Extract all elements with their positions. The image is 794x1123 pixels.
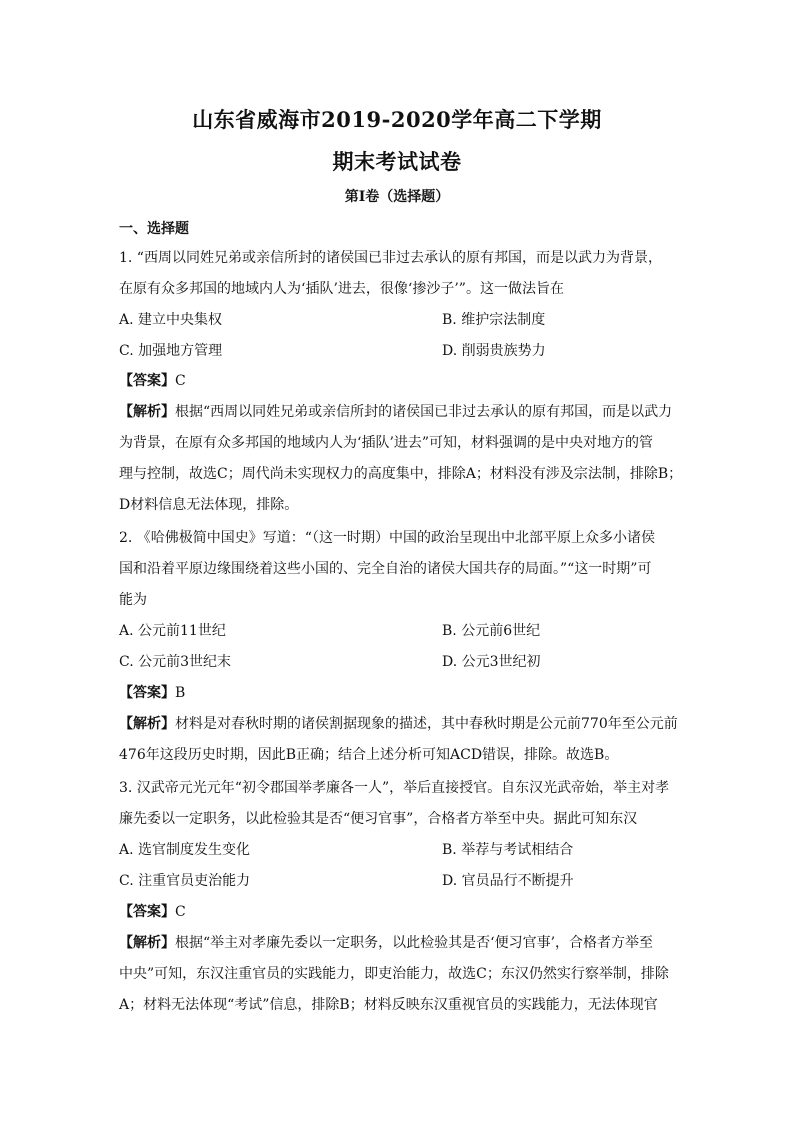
q2-analysis-label: 【解析】 [119,716,175,732]
q3-stem-line-2: 廉先委以一定职务，以此检验其是否“便习官事”，合格者方举至中央。据此可知东汉 [119,811,638,827]
q3-option-a: A. 选官制度发生变化 [119,842,251,858]
q3-analysis-line-1 [119,933,679,953]
q3-analysis-line-2: 中央”可知，东汉注重官员的实践能力，即吏治能力，故选C；东汉仍然实行察举制，排除 [119,966,669,982]
q2-stem-line-1: 2. 《哈佛极简中国史》写道：“（这一时期）中国的政治呈现出中北部平原上众多小诸侯 [119,530,655,546]
q2-analysis-line-1 [119,714,679,734]
document-title-line1: 山东省威海市2019-2020学年高二下学期 [192,107,602,132]
q2-analysis-text-1: 材料是对春秋时期的诸侯割据现象的描述，其中春秋时期是公元前770年至公元前 [175,716,678,732]
document-title-line2: 期末考试试卷 [332,149,462,174]
q3-analysis-label: 【解析】 [119,935,175,951]
q2-answer [119,683,679,703]
q1-option-d: D. 削弱贵族势力 [442,343,546,359]
q2-option-b: B. 公元前6世纪 [442,623,541,639]
q3-analysis-text-1: 根据“举主对孝廉先委以一定职务，以此检验其是否‘便习官事’，合格者方举至 [175,935,654,951]
q3-answer-label: 【答案】 [119,904,175,920]
q1-analysis-label: 【解析】 [119,404,175,420]
q1-analysis-text-1: 根据“西周以同姓兄弟或亲信所封的诸侯国已非过去承认的原有邦国，而是以武力 [175,404,673,420]
q3-option-c: C. 注重官员吏治能力 [119,873,251,889]
q3-stem-line-1: 3. 汉武帝元光元年“初令郡国举孝廉各一人”，举后直接授官。自东汉光武帝始，举主对孝 [119,780,670,796]
q1-analysis-line-3: 理与控制，故选C；周代尚未实现权力的高度集中，排除A；材料没有涉及宗法制，排除B； [119,466,683,482]
q2-stem-line-3: 能为 [119,592,147,608]
section-heading: 一、选择题 [119,221,189,237]
q2-option-a: A. 公元前11世纪 [119,623,226,639]
q1-analysis-line-1 [119,402,679,422]
q3-answer [119,902,679,922]
q1-answer-value: C [175,373,186,389]
q1-stem-line-1: 1. “西周以同姓兄弟或亲信所封的诸侯国已非过去承认的原有邦国，而是以武力为背景， [119,250,662,266]
q1-analysis-line-2: 为背景，在原有众多邦国的地域内人为‘插队’进去”可知，材料强调的是中央对地方的管 [119,435,654,451]
volume-title: 第Ⅰ卷（选择题） [344,189,450,205]
q1-answer [119,371,679,391]
q3-option-d: D. 官员品行不断提升 [442,873,574,889]
q1-option-a: A. 建立中央集权 [119,312,223,328]
q1-stem-line-2: 在原有众多邦国的地域内人为‘插队’进去，很像‘掺沙子’”。这一做法旨在 [119,281,564,297]
q3-option-b: B. 举荐与考试相结合 [442,842,574,858]
q2-analysis-line-2: 476年这段历史时期，因此B正确；结合上述分析可知ACD错误，排除。故选B。 [119,747,619,763]
q1-analysis-line-4: D材料信息无法体现，排除。 [119,497,299,513]
q3-analysis-line-3: A；材料无法体现“考试”信息，排除B；材料反映东汉重视官员的实践能力，无法体现官 [119,997,658,1013]
q2-stem-line-2: 国和沿着平原边缘围绕着这些小国的、完全自治的诸侯大国共存的局面。”“这一时期”可 [119,561,652,577]
q2-option-d: D. 公元3世纪初 [442,654,541,670]
q1-option-c: C. 加强地方管理 [119,343,223,359]
q1-answer-label: 【答案】 [119,373,175,389]
q1-option-b: B. 维护宗法制度 [442,312,546,328]
q2-answer-value: B [175,685,186,701]
q2-answer-label: 【答案】 [119,685,175,701]
q3-answer-value: C [175,904,186,920]
q2-option-c: C. 公元前3世纪末 [119,654,232,670]
